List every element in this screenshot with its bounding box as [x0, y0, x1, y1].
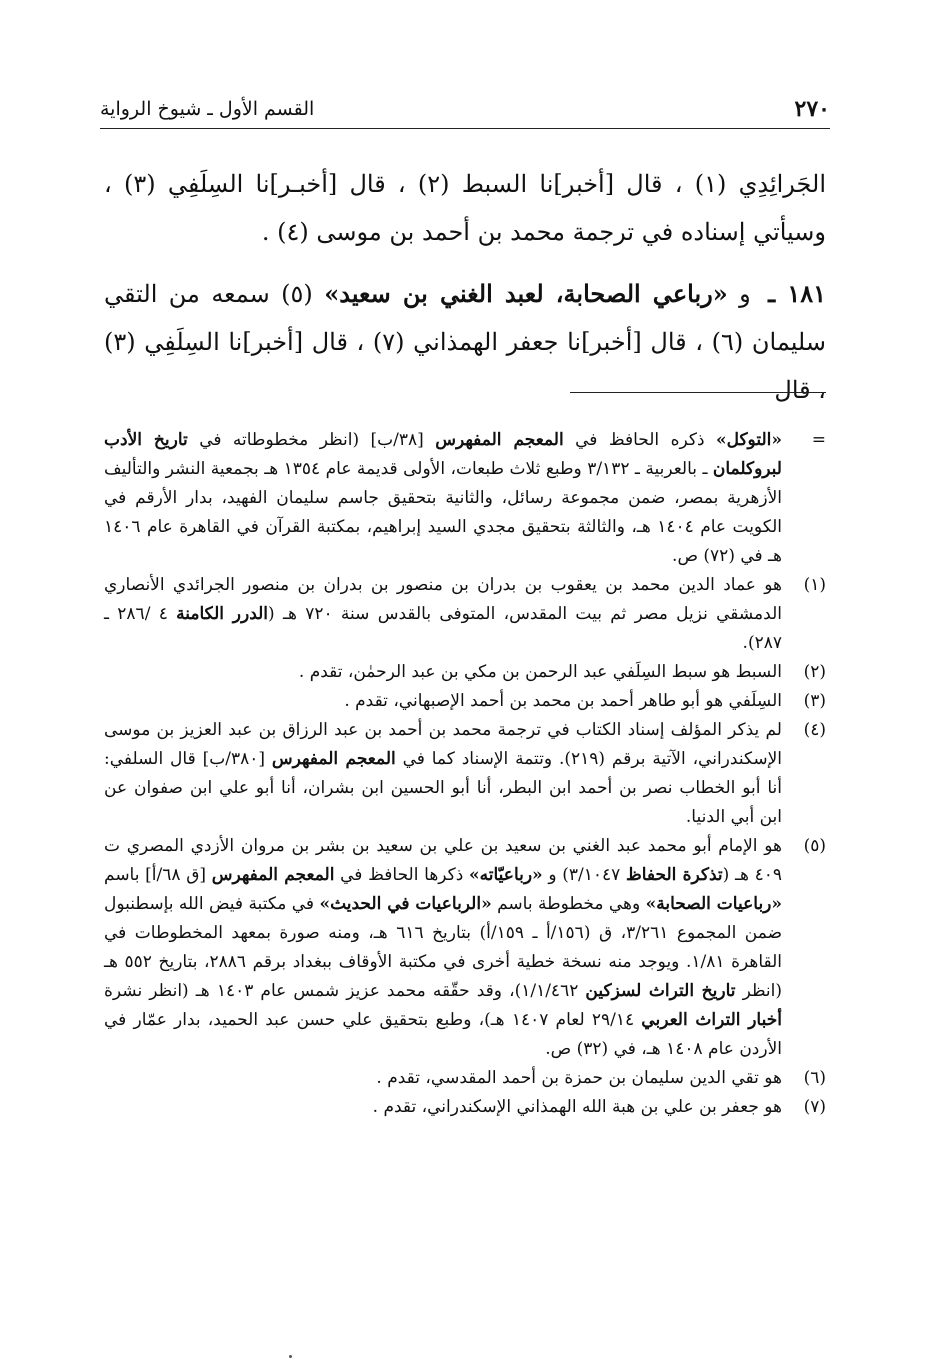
footnote-segment: ـ بالعربية ـ ٣/١٣٢ وطبع ثلاث طبعات، الأولى قديمة عام ١٣٥٤ هـ بجمعية النشر والتأليف الأزهرية بمصر، ضمن مجموعة رسائل، والثانية بتحقيق جاسم سليمان الفهيد، بدار الأرقم في الكويت عام ١٤٠٤ هـ، والثالثة بتحقيق مجدي السيد إبراهيم، بمكتبة القرآن في القاهرة عام ١٤٠٦ هـ في (٧٢) ص.: [104, 459, 782, 566]
footnote-segment: ٤ /٢٨٦ ـ ٢٨٧).: [104, 604, 782, 653]
footnote-text: [104, 1093, 782, 1122]
footnote: [104, 716, 826, 832]
footnote-bold-segment: «رباعيات الصحابة»: [645, 894, 783, 914]
footnote-marker: (٤): [803, 720, 826, 740]
footnote-bold-segment: تاريخ التراث لسزكين: [585, 981, 736, 1001]
footnote-text: [104, 1064, 782, 1093]
footnote-bold-segment: «الرباعيات في الحديث»: [319, 894, 492, 914]
page-header: [100, 94, 830, 124]
footnote-marker: (٦): [803, 1068, 826, 1088]
footnote-segment: [ق ٦٨/أ] باسم: [104, 865, 212, 885]
footnote: [104, 571, 826, 658]
footnote-bold-segment: المعجم المفهرس: [435, 430, 564, 450]
footnote: [104, 426, 826, 571]
page-number: ٢٧٠: [794, 96, 830, 122]
footnote-segment: السبط هو سبط السِلَفي عبد الرحمن بن مكي بن عبد الرحمٰن، تقدم .: [298, 662, 782, 682]
footnote-segment: ذكره الحافظ في: [563, 430, 716, 450]
footnote-segment: ذكرها الحافظ في: [334, 865, 470, 885]
footnote-segment: في مكتبة فيض الله بإسطنبول ضمن المجموع ٣/٢٦١، ق (١٥٦/أ ـ ١٥٩/أ) بتاريخ ٦١٦ هـ، ومنه صورة بمعهد المخطوطات في القاهرة ١/٨١. ويوجد منه نسخة خطية أخرى في مكتبة الأوقاف ببغداد برقم ٢٨٨٦، بتاريخ ٥٥٢ هـ (انظر: [104, 894, 783, 1001]
footnote: [104, 1093, 826, 1122]
entry-title: «رباعي الصحابة، لعبد الغني بن سعيد»: [324, 279, 728, 308]
footnote-segment: لم يذكر المؤلف إسناد الكتاب في ترجمة محمد بن أحمد بن عبد الرزاق بن عبد العزيز بن موسى الإسكندراني، الآتية برقم (٢١٩). وتتمة الإسناد كما في: [104, 720, 782, 769]
footnote-marker: (٥): [803, 836, 826, 856]
footnote-segment: ٢٩/١٤ لعام ١٤٠٧ هـ)، وطبع بتحقيق علي حسن عبد الحميد، بدار عمّار في الأردن عام ١٤٠٨ هـ، في (٣٢) ص.: [104, 1010, 782, 1059]
footnote-bold-segment: «التوكل»: [715, 430, 782, 450]
footnote: [104, 658, 826, 687]
header-divider: [100, 128, 830, 129]
footnote: [104, 832, 826, 1064]
footnote-marker: (٧): [803, 1097, 826, 1117]
footnote-bold-segment: المعجم المفهرس: [211, 865, 335, 885]
footnote-bold-segment: «رباعيّاته»: [469, 865, 543, 885]
footnote-segment: [٣٨/ب] (انظر مخطوطاته في: [187, 430, 436, 450]
footnote-marker: =: [811, 430, 826, 450]
footnote-bold-segment: تذكرة الحفاظ: [626, 865, 723, 885]
footnote-segment: هو جعفر بن علي بن هبة الله الهمذاني الإسكندراني، تقدم .: [372, 1097, 782, 1117]
footnote-marker: (٣): [803, 691, 826, 711]
footnote-segment: [٣٨٠/ب] قال السلفي: أنا أبو الخطاب نصر بن أحمد ابن البطر، أنا أبو الحسين ابن بشران، أنا أبو علي ابن صفوان عن ابن أبي الدنيا.: [104, 749, 782, 827]
footnote-segment: السِلَفي هو أبو طاهر أحمد بن محمد بن أحمد الإصبهاني، تقدم .: [344, 691, 782, 711]
footnote-text: [104, 658, 782, 687]
footnote-text: [104, 426, 782, 571]
footnote-text: [104, 832, 782, 1064]
entry-connector: و: [739, 280, 751, 308]
footnote: [104, 687, 826, 716]
footnote-bold-segment: المعجم المفهرس: [271, 749, 396, 769]
footnote-segment: هو عماد الدين محمد بن يعقوب بن بدران بن منصور بن بدران بن منصور الجرائدي الأنصاري الدمشقي نزيل مصر ثم بيت المقدس، المتوفى بالقدس سنة ٧٢٠ هـ (: [104, 575, 782, 624]
footnote-marker: (١): [803, 575, 826, 595]
footnote-bold-segment: الدرر الكامنة: [176, 604, 269, 624]
footnote-bold-segment: أخبار التراث العربي: [641, 1010, 782, 1030]
footnote-text: [104, 716, 782, 832]
footnote-text: [104, 571, 782, 658]
footnote-divider: [570, 392, 826, 393]
footnote-segment: ١/١/٤٦٢)، وقد حقّقه محمد عزيز شمس عام ١٤٠٣ هـ (انظر نشرة: [104, 981, 586, 1001]
footnote-segment: هو الإمام أبو محمد عبد الغني بن سعيد بن علي بن سعيد بن بشر بن مروان الأزدي المصري ت ٤٠٩ هـ (: [104, 836, 783, 885]
print-speck: [289, 1355, 292, 1358]
footnote-bold-segment: تاريخ الأدب لبروكلمان: [104, 430, 782, 479]
footnote-segment: ٣/١٠٤٧) و: [542, 865, 627, 885]
footnote-marker: (٢): [803, 662, 826, 682]
footnotes: [104, 426, 826, 1122]
footnote-segment: هو تقي الدين سليمان بن حمزة بن أحمد المقدسي، تقدم .: [376, 1068, 782, 1088]
main-paragraph-1: الجَرائِدِي (١) ، قال [أخبر]نا السبط (٢) ، قال [أخبـر]نا السِلَفِي (٣) ، وسيأتي إسناده في ترجمة محمد بن أحمد بن موسى (٤) .: [104, 170, 827, 246]
entry-number: ١٨١ ـ: [768, 279, 826, 308]
entry-text: (٥) سمعه من التقي سليمان (٦) ، قال [أخبر]نا جعفر الهمذاني (٧) ، قال [أخبر]نا السِلَفِي (٣) ، قال: [104, 280, 826, 404]
footnote-segment: وهي مخطوطة باسم: [491, 894, 646, 914]
footnote: [104, 1064, 826, 1093]
running-title: القسم الأول ـ شيوخ الرواية: [100, 98, 315, 120]
footnote-text: [104, 687, 782, 716]
main-text: [104, 160, 826, 428]
